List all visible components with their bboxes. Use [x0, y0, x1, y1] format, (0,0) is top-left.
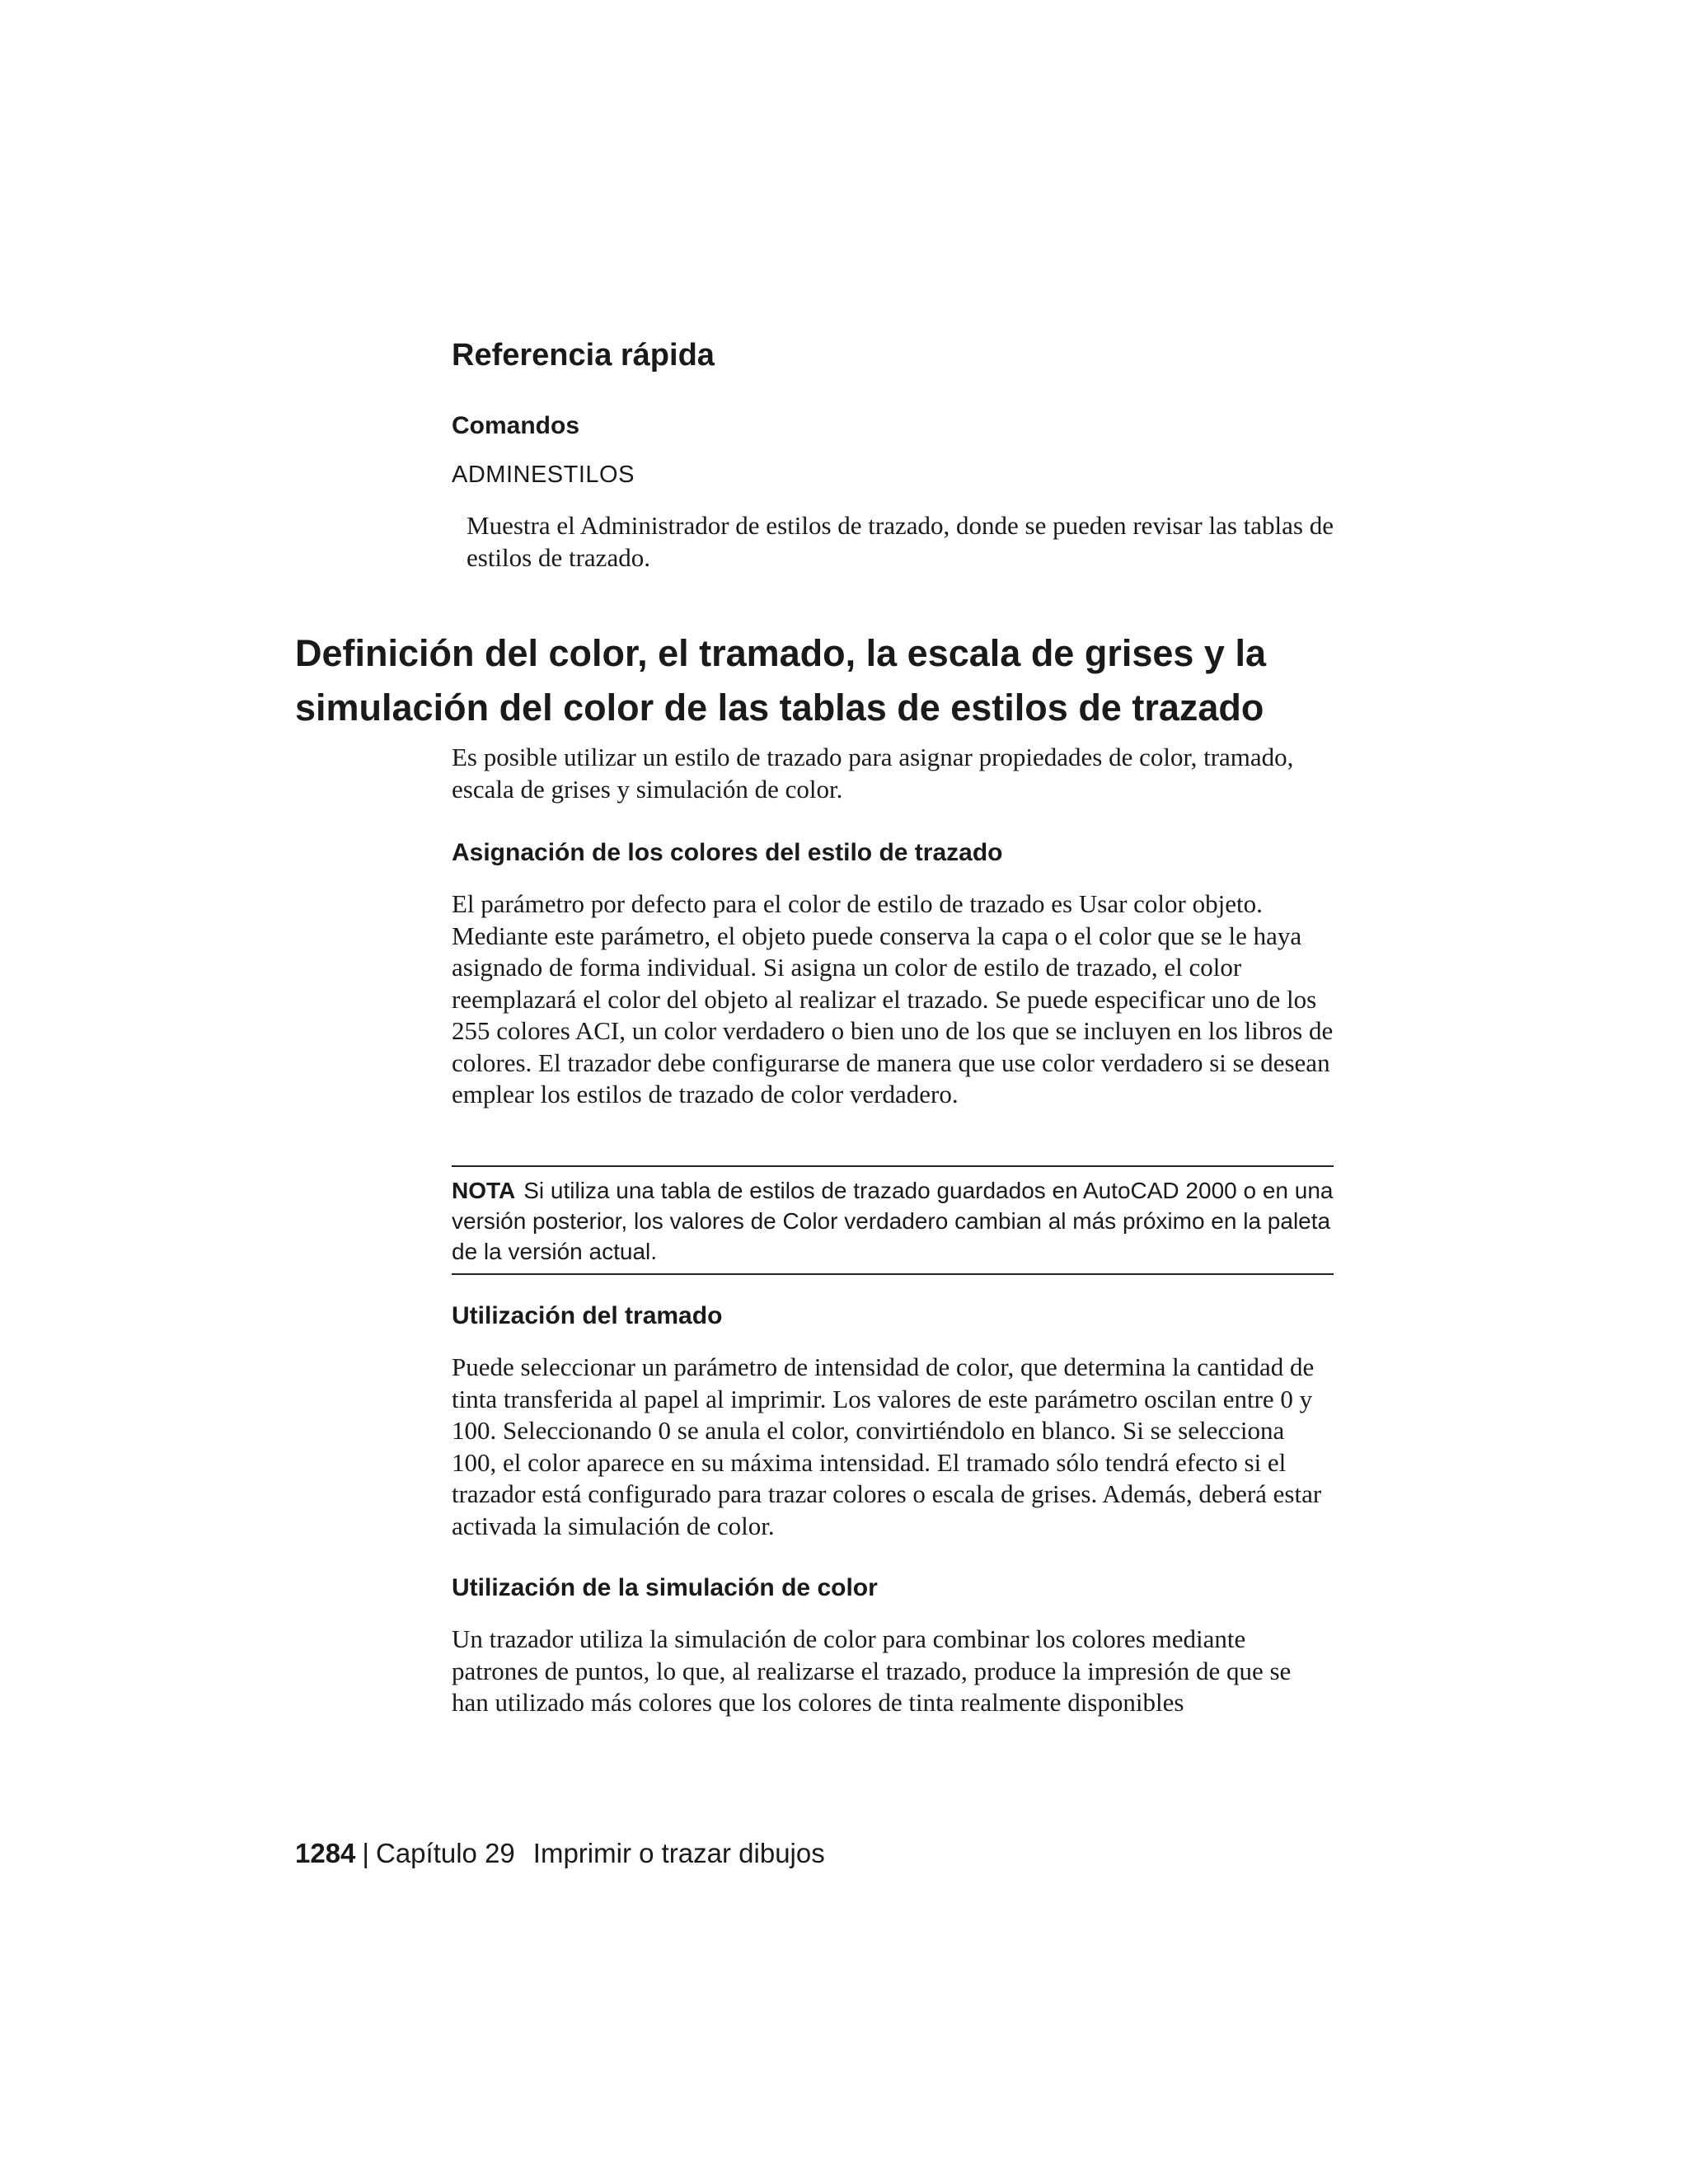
subsection-body-screening: Puede seleccionar un parámetro de intensidad de color, que determina la cantidad de tinta transferida al papel al imprimir. Los valores de este parámetro oscilan entre 0 y 100. Seleccionando 0 se anula el color, convirtiéndolo en blanco. Si se selecciona 100, el color aparece en su máxima intensidad. El tramado sólo tendrá efecto si el trazador está configurado para trazar colores o escala de grises. Además, deberá estar activada la simulación de color.: [452, 1352, 1322, 1540]
quick-reference-heading: Referencia rápida: [452, 338, 715, 373]
page-footer: [295, 1838, 825, 1869]
subsection-heading-dithering: Utilización de la simulación de color: [452, 1574, 878, 1601]
command-description: Muestra el Administrador de estilos de trazado, donde se pueden revisar las tablas de estilos de trazado.: [467, 511, 1334, 572]
note-box: [452, 1165, 1334, 1275]
subsection-heading-screening: Utilización del tramado: [452, 1302, 723, 1329]
chapter-title: Imprimir o trazar dibujos: [532, 1838, 825, 1868]
note-text: Si utiliza una tabla de estilos de trazado guardados en AutoCAD 2000 o en una versión posterior, los valores de Color verdadero cambian al más próximo en la paleta de la versión actual.: [452, 1178, 1334, 1264]
section-intro: Es posible utilizar un estilo de trazado para asignar propiedades de color, tramado, escala de grises y simulación de color.: [452, 743, 1294, 804]
command-name: ADMINESTILOS: [452, 462, 635, 488]
commands-heading: Comandos: [452, 412, 580, 439]
chapter-label: Capítulo 29: [376, 1838, 515, 1868]
note-label: NOTA: [452, 1178, 516, 1203]
page-number: 1284: [295, 1838, 356, 1868]
subsection-heading-colors: Asignación de los colores del estilo de trazado: [452, 839, 1003, 866]
subsection-body-colors: El parámetro por defecto para el color de estilo de trazado es Usar color objeto. Mediante este parámetro, el objeto puede conserva la capa o el color que se le haya asignado de forma individual. Si asigna un color de estilo de trazado, el color reemplazará el color del objeto al realizar el trazado. Se puede especificar uno de los 255 colores ACI, un color verdadero o bien uno de los que se incluyen en los libros de colores. El trazador debe configurarse de manera que use color verdadero si se desean emplear los estilos de trazado de color verdadero.: [452, 889, 1334, 1108]
subsection-body-dithering: Un trazador utiliza la simulación de color para combinar los colores mediante patrones de puntos, lo que, al realizarse el trazado, produce la impresión de que se han utilizado más colores que los colores de tinta realmente disponibles: [452, 1624, 1292, 1717]
section-title: Definición del color, el tramado, la escala de grises y la simulación del color de las tablas de estilos de trazado: [295, 632, 1266, 729]
footer-separator: |: [362, 1838, 369, 1868]
